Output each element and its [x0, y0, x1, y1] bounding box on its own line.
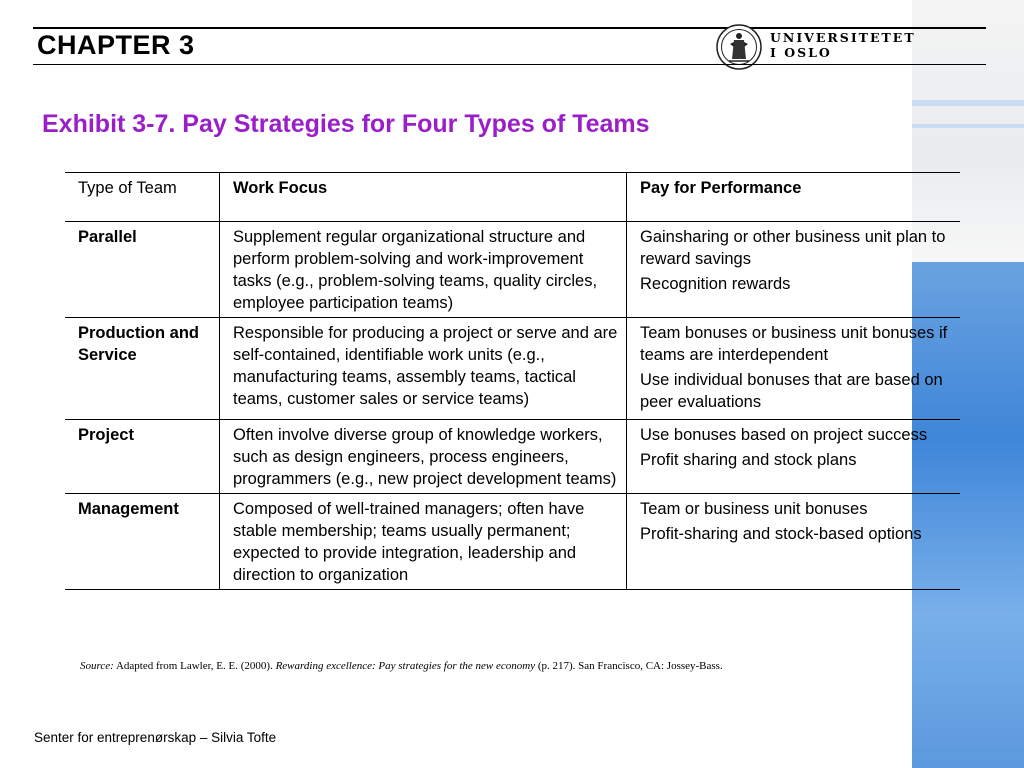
- pay-cell: [627, 222, 961, 318]
- slide-title: Exhibit 3-7. Pay Strategies for Four Types of Teams: [42, 110, 650, 138]
- work-focus-cell: Composed of well-trained managers; often have stable membership; teams usually permanent; expected to provide integration, leadership and direction to organization: [220, 494, 627, 590]
- team-type-cell: Project: [65, 420, 220, 494]
- table-row: [65, 222, 960, 318]
- pay-item: Profit sharing and stock plans: [640, 451, 857, 469]
- university-name-line2: I OSLO: [770, 45, 832, 60]
- chapter-heading: CHAPTER 3: [37, 30, 195, 60]
- university-name-line1: UNIVERSITETET: [770, 30, 916, 45]
- team-type-cell: Parallel: [65, 222, 220, 318]
- pay-item: Use individual bonuses that are based on peer evaluations: [640, 371, 943, 411]
- university-name: [770, 30, 916, 60]
- team-type-cell: Production and Service: [65, 318, 220, 420]
- pay-item: Profit-sharing and stock-based options: [640, 525, 922, 543]
- source-text-2: (p. 217). San Francisco, CA: Jossey-Bass.: [535, 660, 723, 672]
- pay-item: Gainsharing or other business unit plan to reward savings: [640, 228, 946, 268]
- work-focus-cell: Responsible for producing a project or serve and are self-contained, identifiable work units (e.g., manufacturing teams, assembly teams, tactical teams, customer sales or service teams): [220, 318, 627, 420]
- work-focus-cell: Supplement regular organizational structure and perform problem-solving and work-improvement tasks (e.g., problem-solving teams, quality circles, employee participation teams): [220, 222, 627, 318]
- table-row: [65, 318, 960, 420]
- pay-cell: [627, 420, 961, 494]
- header-pay-for-performance: Pay for Performance: [627, 173, 961, 222]
- team-type-cell: Management: [65, 494, 220, 590]
- footer-text: Senter for entreprenørskap – Silvia Tofte: [34, 730, 277, 745]
- pay-strategies-table: [65, 172, 960, 590]
- table-row: [65, 494, 960, 590]
- source-book-title: Rewarding excellence: Pay strategies for the new economy: [275, 660, 536, 672]
- table-row: [65, 420, 960, 494]
- pay-item: Use bonuses based on project success: [640, 426, 928, 444]
- source-text-1: Adapted from Lawler, E. E. (2000).: [113, 660, 276, 672]
- pay-item: Team or business unit bonuses: [640, 500, 868, 518]
- source-label: Source:: [80, 660, 114, 672]
- pay-item: Recognition rewards: [640, 275, 791, 293]
- header-top-rule: [33, 27, 986, 29]
- work-focus-cell: Often involve diverse group of knowledge workers, such as design engineers, process engineers, programmers (e.g., new project development teams): [220, 420, 627, 494]
- table-header-row: [65, 173, 960, 222]
- header-work-focus: Work Focus: [220, 173, 627, 222]
- pay-cell: [627, 318, 961, 420]
- header-bottom-rule: [33, 64, 986, 65]
- header-type-of-team: Type of Team: [65, 173, 220, 222]
- pay-item: Team bonuses or business unit bonuses if teams are interdependent: [640, 324, 948, 364]
- pay-cell: [627, 494, 961, 590]
- source-citation: [80, 660, 723, 672]
